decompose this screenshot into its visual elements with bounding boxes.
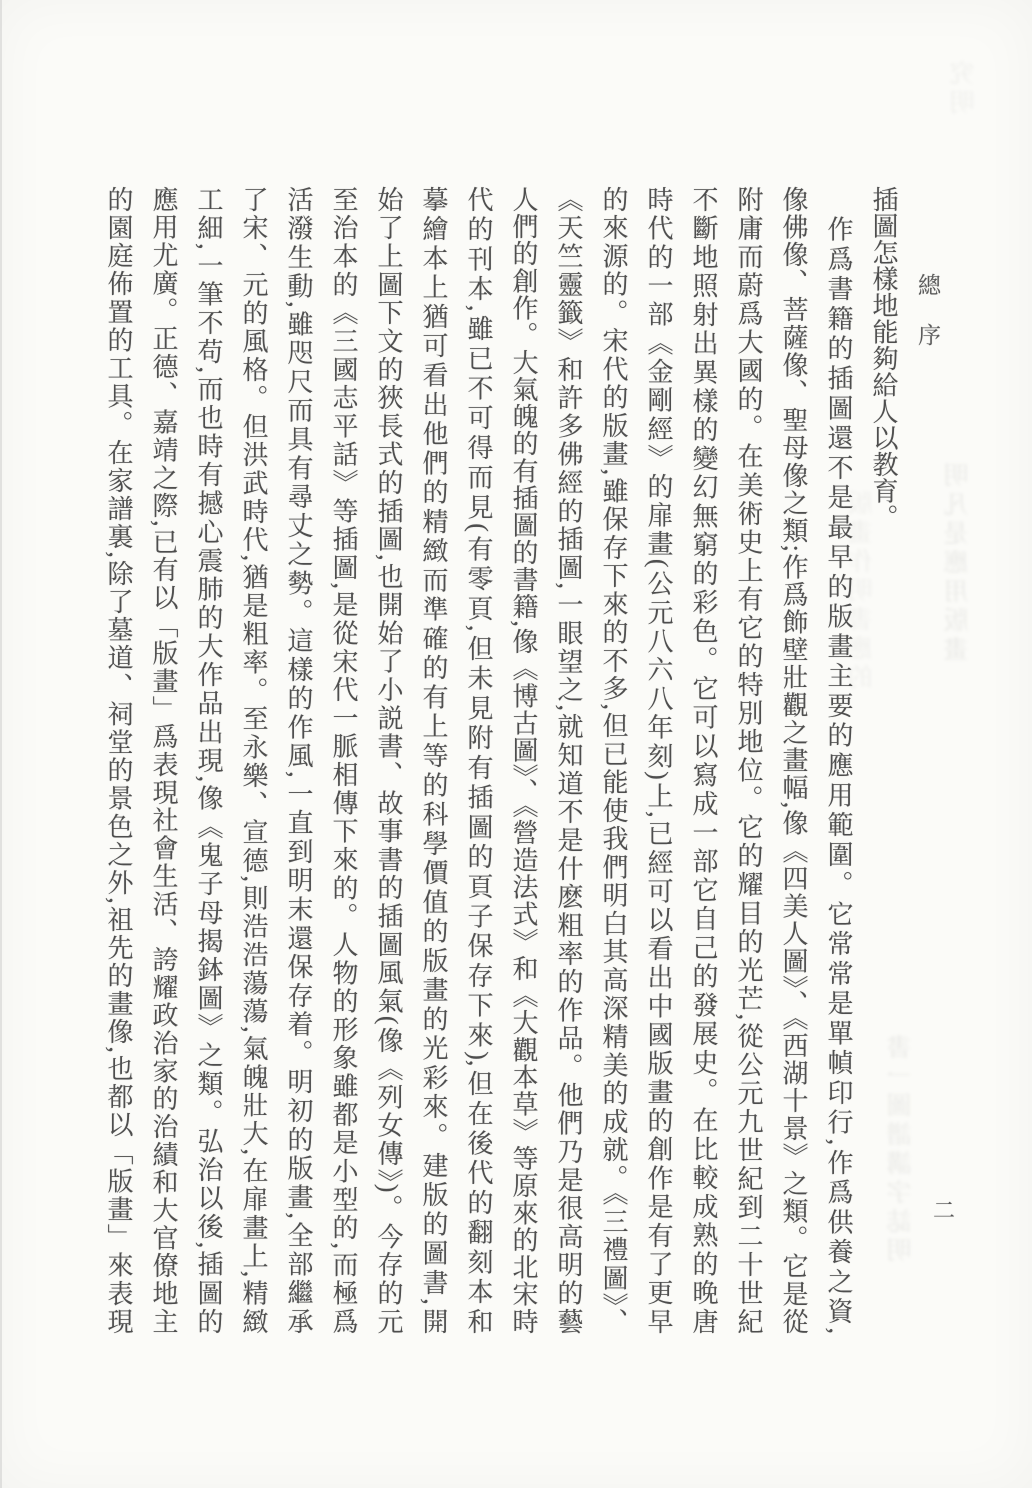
- bleed-through-text: 書一圖譜講字誌明: [888, 1034, 915, 1266]
- text-column: 始了上圖下文的狹長式的插圖,也開始了小説書、故事書的插圖風氣(像《列女傳》)。今存的元: [374, 186, 403, 1334]
- page-edge-shadow: [0, 0, 2, 1488]
- text-column: 作爲書籍的插圖還不是最早的版畫主要的應用範圍。它常常是單幀印行,作爲供養之資,: [824, 186, 853, 1334]
- bleed-through-text: 版畫作明書應的: [849, 490, 876, 693]
- page-number: 二: [933, 1198, 956, 1223]
- text-column: 不斷地照射出異樣的變幻無窮的彩色。它可以寫成一部它自己的發展史。在比較成熟的晚唐: [689, 186, 718, 1334]
- text-column: 了宋、元的風格。但洪武時代,猶是粗率。至永樂、宣德,則浩浩蕩蕩,氣魄壯大,在扉畫上,精緻: [239, 186, 268, 1334]
- text-column: 插圖怎樣地能夠給人以教育。: [869, 186, 898, 531]
- chapter-header: 總序: [915, 273, 940, 373]
- text-column: 摹繪本上猶可看出他們的精緻而準確的有上等的科學價值的版畫的光彩來。建版的圖書,開: [419, 186, 448, 1334]
- text-column: 應用尤廣。正德、嘉靖之際,已有以「版畫」爲表現社會生活、誇耀政治家的治績和大官僚地主: [149, 186, 178, 1334]
- preface-text-block: [104, 186, 897, 1336]
- text-column: 附庸而蔚爲大國的。在美術史上有它的特別地位。它的耀目的光芒,從公元九世紀到二十世紀: [734, 186, 763, 1334]
- text-column: 活潑生動,雖咫尺而具有尋丈之勢。這樣的作風,一直到明末還保存着。明初的版畫,全部繼承: [284, 186, 313, 1334]
- text-column: 時代的一部《金剛經》的扉畫(公元八六八年刻)上,已經可以看出中國版畫的創作是有了更早: [644, 186, 673, 1334]
- bleed-through-text: 究明: [951, 60, 978, 118]
- text-column: 《天竺靈籤》和許多佛經的插圖,一眼望之,就知道不是什麽粗率的作品。他們乃是很高明的藝: [554, 186, 583, 1334]
- text-column: 至治本的《三國志平話》等插圖,是從宋代一脈相傳下來的。人物的形象雖都是小型的,而極爲: [329, 186, 358, 1334]
- text-column: 像佛像、菩薩像、聖母像之類;作爲飾壁壯觀之畫幅,像《四美人圖》、《西湖十景》之類。它是從: [779, 186, 808, 1334]
- text-column: 的園庭佈置的工具。在家譜裏,除了墓道、祠堂的景色之外,祖先的畫像,也都以「版畫」來表現: [104, 186, 133, 1334]
- bleed-through-text: 明凡是應用版畫: [945, 462, 972, 665]
- text-column: 的來源的。宋代的版畫,雖保存下來的不多,但已能使我們明白其高深精美的成就。《三禮圖》、: [599, 186, 628, 1334]
- text-column: 人們的創作。大氣魄的有插圖的書籍,像《博古圖》、《營造法式》和《大觀本草》等原來的北宋時: [509, 186, 538, 1334]
- text-column: 代的刊本,雖已不可得而見(有零頁,但未見附有插圖的頁子保存下來),但在後代的翻刻本和: [464, 186, 493, 1334]
- text-column: 工細,一筆不苟,而也時有撼心震肺的大作品出現,像《鬼子母揭鉢圖》之類。弘治以後,插圖的: [194, 186, 223, 1334]
